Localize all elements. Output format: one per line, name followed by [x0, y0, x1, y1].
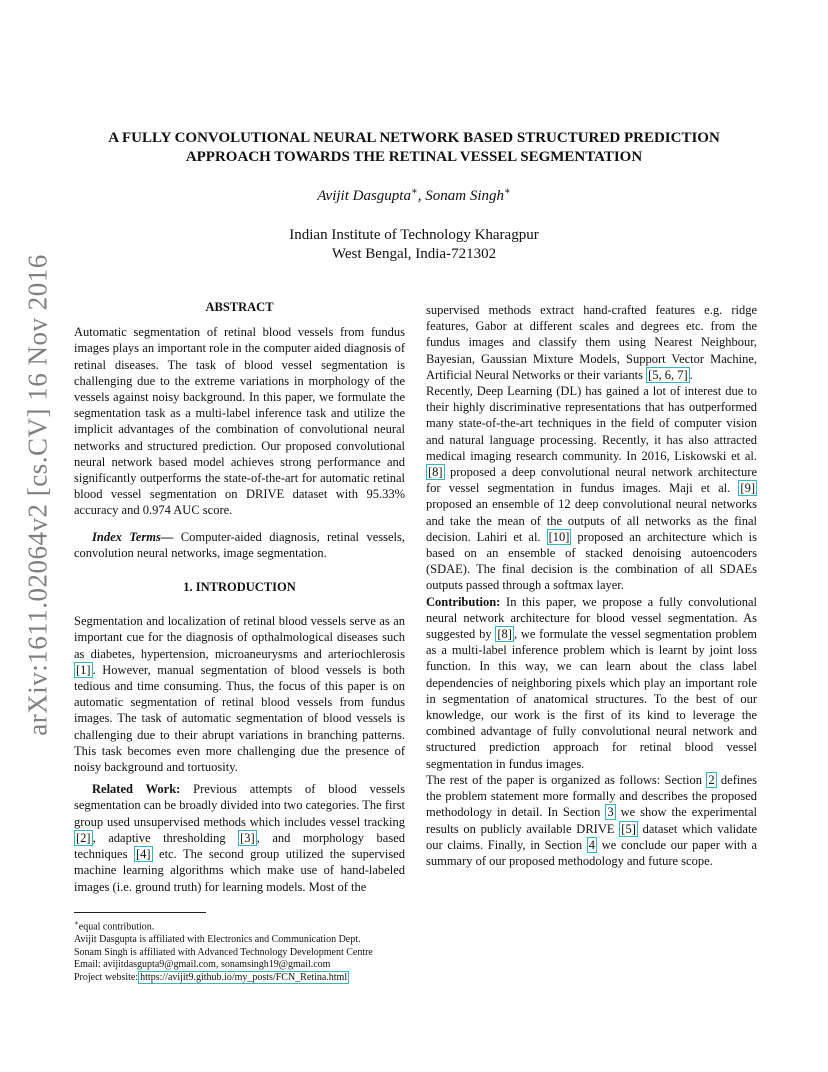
intro-p1-text-b: . However, manual segmentation of blood vessels is both tedious and time consuming. Thus, the focus of this paper is on automatic segmentation of retinal blood vessels from fundus images. The task of automatic segmentation of blood vessels is challenging due to their abrupt variations in branching patterns. This task becomes even more challenging due the presence of noisy background and tortuosity.	[74, 662, 405, 775]
footnote-project-website	[74, 972, 405, 985]
intro-p1-text-a: Segmentation and localization of retinal blood vessels serve as an important cue for the diagnosis of opthalmological diseases such as diabetes, hypertension, microaneurysms and arteriochlerosis	[74, 614, 405, 661]
related-text-a: Previous attempts of blood vessels segmentation can be broadly divided into two categories. The first group used unsupervised methods which includes vessel tracking	[74, 782, 405, 829]
project-website-link[interactable]: https://avijit9.github.io/my_posts/FCN_Retina.html	[140, 971, 348, 983]
deep-learning-paragraph	[426, 383, 757, 594]
right-column	[426, 302, 757, 869]
footnote-mark: ∗	[74, 919, 79, 927]
related-work-paragraph	[74, 781, 405, 894]
section-heading-introduction: 1. INTRODUCTION	[183, 580, 296, 595]
related-text-d: etc. The second group utilized the supervised machine learning algorithms which make use of hand-labeled images (i.e. ground truth) for learning models. Most of the	[74, 847, 405, 894]
citation-link-2[interactable]: [2]	[76, 830, 91, 845]
citation-link-10[interactable]: [10]	[548, 529, 570, 544]
contribution-paragraph	[426, 594, 757, 772]
citation-link-8[interactable]: [8]	[428, 465, 443, 480]
right-p4-text-c: we show the experimental results on publicly available DRIVE	[426, 805, 757, 836]
arxiv-identifier-text: arXiv:1611.02064v2 [cs.CV] 16 Nov 2016	[22, 254, 53, 736]
abstract-text: Automatic segmentation of retinal blood vessels from fundus images plays an important role in the computer aided diagnosis of retinal diseases. The task of blood vessel segmentation is challenging due to the extreme variations in morphology of the vessels against noisy background. In this paper, we formulate the segmentation task as a multi-label inference task and utilize the implicit advantages of the combination of convolutional neural networks and structured prediction. Our proposed convolutional neural network based model achieves strong performance and significantly outperforms the state-of-the-art for automatic retinal blood vessel segmentation on DRIVE dataset with 95.33% accuracy and 0.974 AUC score.	[74, 325, 405, 518]
footnote-1-text: equal contribution.	[78, 921, 155, 933]
citation-link-4[interactable]: [4]	[135, 847, 151, 862]
project-website-label: Project website:	[74, 971, 139, 983]
citation-link-9[interactable]: [9]	[740, 481, 755, 496]
section-link-2[interactable]: 2	[708, 772, 715, 787]
related-text-c: , and morphology based techniques	[74, 830, 405, 862]
related-work-label: Related Work:	[92, 782, 181, 797]
right-p3-text-b: , we formulate the vessel segmentation problem as a multi-label inference problem which is learnt by joint loss function. In this way, we can learn about the class label dependencies of neighboring pixels which play an important role in segmentation of anatomical structures. To the best of our knowledge, our work is the first of its kind to leverage the combined advantage of fully convolutional neural network and structured prediction approach for retinal blood vessel segmentation in fundus images.	[426, 627, 757, 771]
index-terms-label: Index Terms—	[92, 529, 174, 544]
footnote-rule	[74, 912, 206, 913]
intro-paragraph-continued	[426, 302, 757, 383]
footnotes	[74, 912, 405, 984]
right-p4-text-a: The rest of the paper is organized as follows: Section	[426, 772, 707, 787]
right-p4-text-e: we conclude our paper with a summary of our proposed methodology and future scope.	[426, 837, 757, 868]
right-p4-text-b: defines the problem statement more formally and describes the proposed methodology in detail. In Section	[426, 772, 757, 820]
right-p2-text-b: proposed a deep convolutional neural network architecture for vessel segmentation in fundus images. Maji et al.	[426, 465, 757, 496]
affiliation-line-2: West Bengal, India-721302	[331, 246, 497, 262]
index-terms	[74, 529, 405, 561]
right-p2-text-d: proposed an architecture which is based on an ensemble of stacked denoising autoencoders (SDAE). The final decision is the combination of all SDAEs outputs passed through a softmax layer.	[426, 529, 757, 593]
right-p4-text-d: dataset which validate our claims. Finally, in Section	[426, 821, 757, 852]
section-link-4[interactable]: 4	[588, 837, 596, 852]
authors	[74, 186, 754, 205]
index-terms-text: Computer-aided diagnosis, retinal vessels, convolution neural networks, image segmentation.	[74, 529, 405, 560]
organization-paragraph	[426, 772, 757, 869]
author-separator: ,	[417, 188, 426, 204]
citation-link-5-6-7[interactable]: [5, 6, 7]	[648, 367, 688, 382]
footnote-affiliation-2: Sonam Singh is affiliated with Advanced Technology Development Centre	[74, 946, 373, 958]
citation-link-1[interactable]: [1]	[76, 662, 91, 677]
section-link-3[interactable]: 3	[607, 805, 614, 820]
citation-link-5[interactable]: [5]	[621, 821, 636, 836]
right-p2-text-a: Recently, Deep Learning (DL) has gained a lot of interest due to their highly discriminative representations that has outperformed many state-of-the-art techniques in the field of computer vision and natural language processing. Recently, it has also attracted medical imaging research community. In 2016, Liskowski et al.	[426, 384, 757, 463]
affiliation	[74, 226, 754, 264]
author-2: Sonam Singh	[425, 188, 504, 204]
intro-paragraph-1	[74, 613, 405, 775]
contribution-label: Contribution:	[426, 594, 501, 609]
citation-link-3[interactable]: [3]	[240, 830, 255, 845]
paper-title: A FULLY CONVOLUTIONAL NEURAL NETWORK BASED STRUCTURED PREDICTION APPROACH TOWARDS THE RETINAL VESSEL SEGMENTATION	[108, 130, 720, 165]
right-p1-text: supervised methods extract hand-crafted features e.g. ridge features, Gabor at different scales and degrees etc. from the fundus images and classify them using Nearest Neighbour, Bayesian, Gaussian Mixture Models, Support Vector Machine, Artificial Neural Networks or their variants	[426, 303, 757, 382]
related-text-b: , adaptive thresholding	[92, 830, 239, 845]
author-1: Avijit Dasgupta	[317, 188, 411, 204]
equal-contribution-mark-1: ∗	[410, 186, 418, 197]
citation-link-8b[interactable]: [8]	[497, 627, 512, 642]
arxiv-identifier	[20, 254, 56, 736]
right-p3-text-a: In this paper, we propose a fully convolutional neural network architecture for blood vessel segmentation. As suggested by	[426, 594, 757, 642]
right-p2-text-c: proposed an ensemble of 12 deep convolutional neural networks and take the mean of the outputs of all networks as the final decision. Lahiri et al.	[426, 497, 757, 544]
left-column	[74, 299, 405, 895]
affiliation-line-1: Indian Institute of Technology Kharagpur	[289, 227, 539, 243]
footnote-equal-contribution	[74, 917, 405, 934]
footnote-email: Email: avijitdasgupta9@gmail.com, sonamsingh19@gmail.com	[74, 959, 331, 971]
abstract-heading: ABSTRACT	[205, 300, 274, 314]
equal-contribution-mark-2: ∗	[504, 186, 511, 197]
right-p1-end: .	[689, 367, 693, 382]
footnote-affiliation-1: Avijit Dasgupta is affiliated with Electronics and Communication Dept.	[74, 933, 361, 945]
